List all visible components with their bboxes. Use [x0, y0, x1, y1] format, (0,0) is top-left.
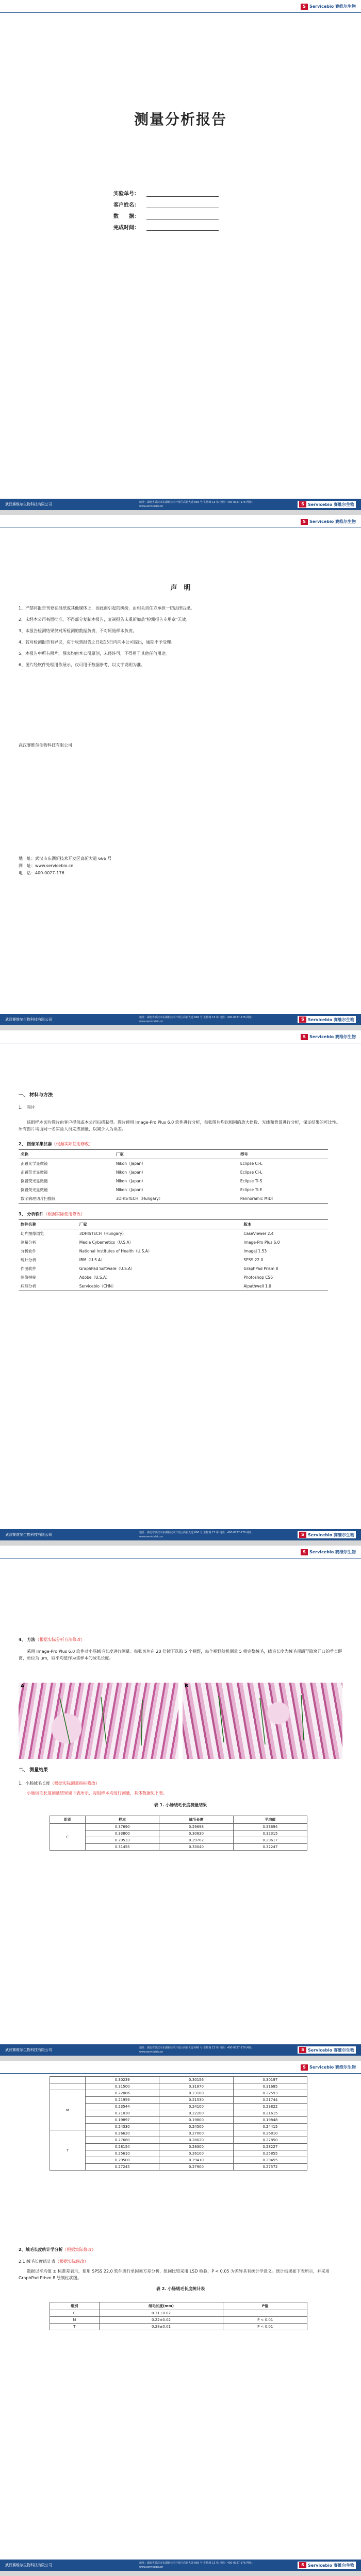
table-row: 倒置荧光显微镜 Nikon（Japan） Eclipse Ti-E — [21, 1188, 262, 1192]
method-4-section — [19, 1636, 342, 1662]
table-row: 0.27245 0.27900 0.27572 — [50, 2164, 307, 2171]
table-row: T 0.26620 0.27000 0.26810 — [50, 2130, 307, 2137]
statement-item: 6、图片经软件处理用作展示，仅可用于数据参考，以文字说明为准。 — [19, 663, 145, 667]
page-footer: 武汉赛维尔生物科技有限公司 地址：湖北省武汉市东湖新技术开发区高新大道 666 号 生物城 C3 栋 电话：400-0027-176 网址：www.servicebio.cn S Servicebio 赛维尔生物 — [0, 2560, 361, 2571]
stats-sub-note: （根据实际修改） — [55, 2259, 89, 2264]
table-row: 0.30239 0.30156 0.30197 — [50, 2077, 307, 2083]
table-header-row: 名称 厂家 型号 — [19, 1150, 328, 1159]
table-row: 0.24330 0.24500 0.24415 — [50, 2124, 307, 2130]
table-2-title: 表 2. 小肠绒毛长度统计表 — [156, 2286, 205, 2291]
results-1-paragraph: 小肠绒毛长度测量结果如下表所示，每组样本均进行测量，具体数据见下表。 — [27, 1791, 167, 1795]
table-row: 0.29500 0.29410 0.29455 — [50, 2157, 307, 2164]
table-row: 0.23544 0.24100 0.23822 — [50, 2104, 307, 2110]
field-customer-name: 客户姓名： — [113, 197, 219, 208]
villus-length-table — [50, 1816, 307, 1851]
contact-phone: 电 话：400-0027-176 — [19, 871, 64, 875]
footer-logo: S Servicebio 赛维尔生物 — [298, 501, 356, 508]
company-logo: S Servicebio 赛维尔生物 — [301, 1033, 356, 1040]
company-logo: S Servicebio 赛维尔生物 — [301, 2064, 356, 2071]
table-row: 作图软件 GraphPad Software（U.S.A） GraphPad Prism 8 — [21, 1266, 278, 1271]
group-name: M — [50, 2090, 86, 2130]
table-row: M 0.22086 0.23100 0.22593 — [50, 2090, 307, 2097]
page-header — [0, 515, 361, 528]
company-logo: S Servicebio 赛维尔生物 — [301, 1549, 356, 1555]
table-row: 正置荧光显微镜 Nikon（Japan） Eclipse Ci-L — [21, 1170, 262, 1175]
method-4-note: （根据实际分析方法修改） — [35, 1637, 85, 1642]
statement-item: 1、严禁将报告刊登在报纸或其他媒体上，因此而引起的纠纷，由相关责任方承担一切法律后果。 — [19, 606, 195, 611]
page-results-2 — [0, 2061, 361, 2571]
stats-sub-heading: 2.1 绒毛长度统计表（根据实际修改） — [19, 2259, 89, 2264]
footer-logo: S Servicebio 赛维尔生物 — [298, 2562, 356, 2569]
statement-contact — [19, 855, 342, 877]
histology-images — [19, 1683, 342, 1759]
results-section — [19, 1767, 342, 1808]
method-4-heading: 4、 方法（根据实际分析方法修改） — [19, 1637, 85, 1642]
table-header-row: 软件名称 厂家 版本 — [19, 1220, 328, 1229]
table-row: 0.21959 0.21530 0.21744 — [50, 2097, 307, 2104]
page-footer: 武汉赛维尔生物科技有限公司 地址：湖北省武汉市东湖新技术开发区高新大道 666 号 生物城 C3 栋 电话：400-0027-176 网址：www.servicebio.cn S Servicebio 赛维尔生物 — [0, 499, 361, 510]
statement-item: 2、未经本公司书面批准，不得部分复制本报告，复制报告未重新加盖"检测报告专用章"无效。 — [19, 617, 190, 622]
stats-heading: 2、绒毛长度统计学分析（根据实际修改） — [19, 2247, 96, 2252]
field-order-number: 实验单号： — [113, 185, 219, 197]
contact-website: 网 址：www.servicebio.cn — [19, 863, 74, 868]
methods-paragraph: 该组样本切片图片由客户提供或本公司扫描获得。图片使用 Image-Pro Plus 6.0 软件进行分析，每张图片均以相同的放大倍数、光线和背景进行分析，保证结果的可比性。所有图片均由同一名实验人员完成测量，以减少人为误差。 — [19, 1120, 340, 1131]
page-footer: 武汉赛维尔生物科技有限公司 地址：湖北省武汉市东湖新技术开发区高新大道 666 号 生物城 C3 栋 电话：400-0027-176 网址：www.servicebio.cn S Servicebio 赛维尔生物 — [0, 1529, 361, 1540]
page-statement — [0, 515, 361, 1025]
table-row: 0.21030 0.22200 0.21615 — [50, 2110, 307, 2117]
field-completion-time: 完成时间： — [113, 219, 219, 231]
footer-logo: S Servicebio 赛维尔生物 — [298, 2046, 356, 2054]
table-row: C 0.31±0.02 — [50, 2310, 307, 2317]
software-table — [19, 1219, 328, 1291]
company-logo: S Servicebio 赛维尔生物 — [301, 3, 356, 10]
results-1-heading: 1、小肠绒毛长度（根据实际测量指标修改） — [19, 1781, 100, 1786]
table-row: 0.29533 0.29702 0.29617 — [50, 1837, 307, 1844]
report-title: 测量分析报告 — [134, 111, 227, 128]
image-label-b: B — [185, 1684, 188, 1689]
company-logo: S Servicebio 赛维尔生物 — [301, 518, 356, 525]
table-row: M 0.22±0.02 P < 0.01 — [50, 2317, 307, 2324]
statement-heading: 声 明 — [170, 584, 191, 592]
table-row: 0.19897 0.19800 0.19848 — [50, 2117, 307, 2124]
table-row: C 0.37690 0.29698 0.33694 — [50, 1824, 307, 1831]
field-data: 数 据： — [113, 208, 219, 219]
contact-address: 地 址：武汉市东湖新技术开发区高新大道 666 号 — [19, 856, 112, 861]
page-header — [0, 1030, 361, 1043]
subsection-heading: 1、 图片 — [19, 1105, 35, 1110]
section-heading: 一、 材料与方法 — [19, 1093, 53, 1098]
table-row: 0.33800 0.30830 0.32315 — [50, 1831, 307, 1837]
table-row: 分析软件 National Institutes of Health（U.S.A） ImageJ 1.53 — [21, 1249, 267, 1253]
statement-items — [19, 603, 342, 671]
table-row: 数字病理切片扫描仪 3DHISTECH（Hungary） Pannoramic MIDI — [19, 1194, 328, 1204]
results-heading: 二、 测量结果 — [19, 1768, 48, 1773]
footer-logo: S Servicebio 赛维尔生物 — [298, 1531, 356, 1538]
stats-table — [50, 2302, 307, 2330]
page-methods — [0, 1030, 361, 1540]
table-1-title: 表 1. 小肠绒毛长度测量结果 — [154, 1803, 207, 1807]
footer-logo: S Servicebio 赛维尔生物 — [298, 1016, 356, 1023]
table-row: 0.31500 0.31870 0.31685 — [50, 2083, 307, 2090]
table-row: 0.28154 0.28300 0.28227 — [50, 2144, 307, 2150]
stats-paragraph: 数据以平均值 ± 标准差表示，使用 SPSS 22.0 软件进行单因素方差分析，组间比较采用 LSD 检验，P < 0.05 为差异具有统计学意义。统计结果如下表所示，并采用 GraphPad Prism 8 绘制柱状图。 — [19, 2269, 330, 2280]
method-4-paragraph: 采用 Image-Pro Plus 6.0 软件对小肠绒毛长度进行测量。每张切片在 20 倍镜下选取 5 个视野，每个视野随机测量 5 根完整绒毛，绒毛长度为绒毛顶端至隐窝开口的垂直距离，单位为 μm，取平均值作为该样本的绒毛长度。 — [19, 1649, 342, 1660]
statement-item: 5、本报告中所有照片、图表均由本公司原创，未经许可，不得用于其他任何用途。 — [19, 651, 170, 656]
instruments-note: （根据实际使用修改） — [52, 1142, 93, 1146]
table-row: 图像拼接 Adobe（U.S.A） Photoshop CS6 — [21, 1275, 273, 1280]
table-row: 病理分析 Servicebio（CHN） Aipathwell 1.0 — [19, 1282, 328, 1291]
table-header-row: 组别 样本 绒毛长度 平均值 — [50, 1816, 307, 1824]
instruments-heading: 2、 图像采集仪器（根据实际使用修改） — [19, 1142, 93, 1146]
table-row: 0.27680 0.28020 0.27850 — [50, 2137, 307, 2144]
table-row: 切片图像浏览 3DHISTECH（Hungary） CaseViewer 2.4 — [21, 1231, 274, 1236]
software-note: （根据实际使用修改） — [43, 1212, 85, 1216]
page-header — [0, 2061, 361, 2074]
page-header — [0, 1546, 361, 1558]
page-cover — [0, 0, 361, 510]
cover-fields — [113, 185, 219, 231]
stats-section — [19, 2246, 342, 2292]
table-row: 正置光学显微镜 Nikon（Japan） Eclipse Ci-L — [21, 1161, 262, 1166]
methods-section — [19, 1092, 342, 1291]
page-results-1 — [0, 1546, 361, 2056]
table-row: 测量分析 Media Cybernetics（U.S.A） Image-Pro Plus 6.0 — [21, 1240, 280, 1245]
image-label-a: A — [21, 1684, 24, 1689]
table-row: 0.31455 0.33040 0.32247 — [50, 1844, 307, 1851]
villus-length-table-continued — [50, 2076, 307, 2171]
table-row: 倒置荧光显微镜 Nikon（Japan） Eclipse Ti-S — [21, 1179, 262, 1183]
page-footer: 武汉赛维尔生物科技有限公司 地址：湖北省武汉市东湖新技术开发区高新大道 666 号 生物城 C3 栋 电话：400-0027-176 网址：www.servicebio.cn S Servicebio 赛维尔生物 — [0, 1014, 361, 1025]
measurement-line-icon — [183, 1683, 342, 1759]
statement-item: 4、若对检测报告有异议，应于收到报告之日起15日内向本公司提出，逾期不予受理。 — [19, 640, 175, 645]
table-row: T 0.28±0.01 P < 0.01 — [50, 2324, 307, 2330]
statement-item: 3、本报告检测结果仅对所检测的数据负责，不对原始样本负责。 — [19, 629, 137, 633]
statement-signature: 武汉赛维尔生物科技有限公司 — [19, 743, 72, 748]
histology-image-left — [19, 1683, 178, 1759]
instruments-table — [19, 1149, 328, 1204]
table-row: 统计分析 IBM（U.S.A） SPSS 22.0 — [21, 1258, 264, 1262]
results-1-note: （根据实际测量指标修改） — [50, 1781, 100, 1786]
table-header-row: 组别 绒毛长度(mm) P值 — [50, 2302, 307, 2310]
table-row: 0.25610 0.26100 0.25855 — [50, 2150, 307, 2157]
measurement-line-icon — [19, 1683, 178, 1759]
group-name: C — [50, 1824, 86, 1851]
page-footer: 武汉赛维尔生物科技有限公司 地址：湖北省武汉市东湖新技术开发区高新大道 666 号 生物城 C3 栋 电话：400-0027-176 网址：www.servicebio.cn S Servicebio 赛维尔生物 — [0, 2044, 361, 2056]
histology-image-right — [183, 1683, 342, 1759]
group-name: T — [50, 2130, 86, 2171]
software-heading: 3、 分析软件（根据实际使用修改） — [19, 1212, 85, 1216]
page-header — [0, 0, 361, 13]
stats-note: （根据实际修改） — [62, 2247, 96, 2252]
